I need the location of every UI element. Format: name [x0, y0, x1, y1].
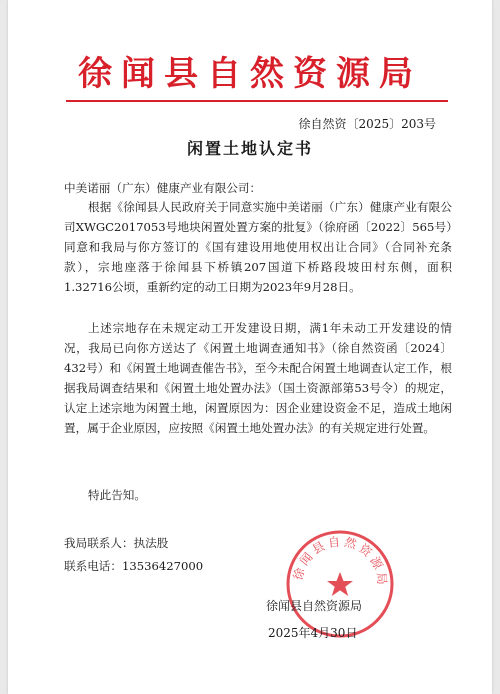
- issuer-name: 徐闻县自然资源局: [266, 599, 363, 613]
- letterhead-title: 徐闻县自然资源局: [78, 54, 422, 94]
- closing-notice: 特此告知。: [88, 488, 146, 502]
- seal-text: 徐闻县自然资源局: [290, 534, 390, 589]
- document-number: 徐自然资〔2025〕203号: [298, 117, 436, 131]
- document-title: 闲置土地认定书: [186, 139, 313, 158]
- letterhead-divider: [66, 100, 448, 102]
- body-paragraph-1: 根据《徐闻县人民政府关于同意实施中美诺丽（广东）健康产业有限公司XWGC2017053号地块闲置处置方案的批复》（徐府函〔2022〕565号）同意和我局与你方签订的《国有建设用地使用权出让合同》（合同补充条款），宗地座落于徐闻县下桥镇207国道下桥路段坡田村东侧，面积1.32716公顷，重新约定的动工日期为2023年9月28日。: [64, 200, 452, 294]
- body-paragraph-2: 上述宗地存在未规定动工开发建设日期，满1年未动工开发建设的情况，我局已向你方送达了《闲置土地调查通知书》（徐自然资函〔2024〕432号）和《闲置土地调查催告书》，至今未配合闲置土地调查认定工作，根据我局调查结果和《闲置土地处置办法》（国土资源部第53号令）的规定，认定上述宗地为闲置土地，闲置原因为：因企业建设资金不足，造成土地闲置，属于企业原因，应按照《闲置土地处置办法》的有关规定进行处置。: [64, 321, 452, 435]
- document-page: [8, 0, 492, 694]
- contact-person: 我局联系人：执法股: [64, 536, 169, 550]
- seal-star-icon: [327, 572, 353, 596]
- recipient-line: 中美诺丽（广东）健康产业有限公司：: [64, 181, 262, 195]
- contact-phone: 联系电话：13536427000: [64, 559, 204, 573]
- issue-date: 2025年4月30日: [268, 626, 358, 640]
